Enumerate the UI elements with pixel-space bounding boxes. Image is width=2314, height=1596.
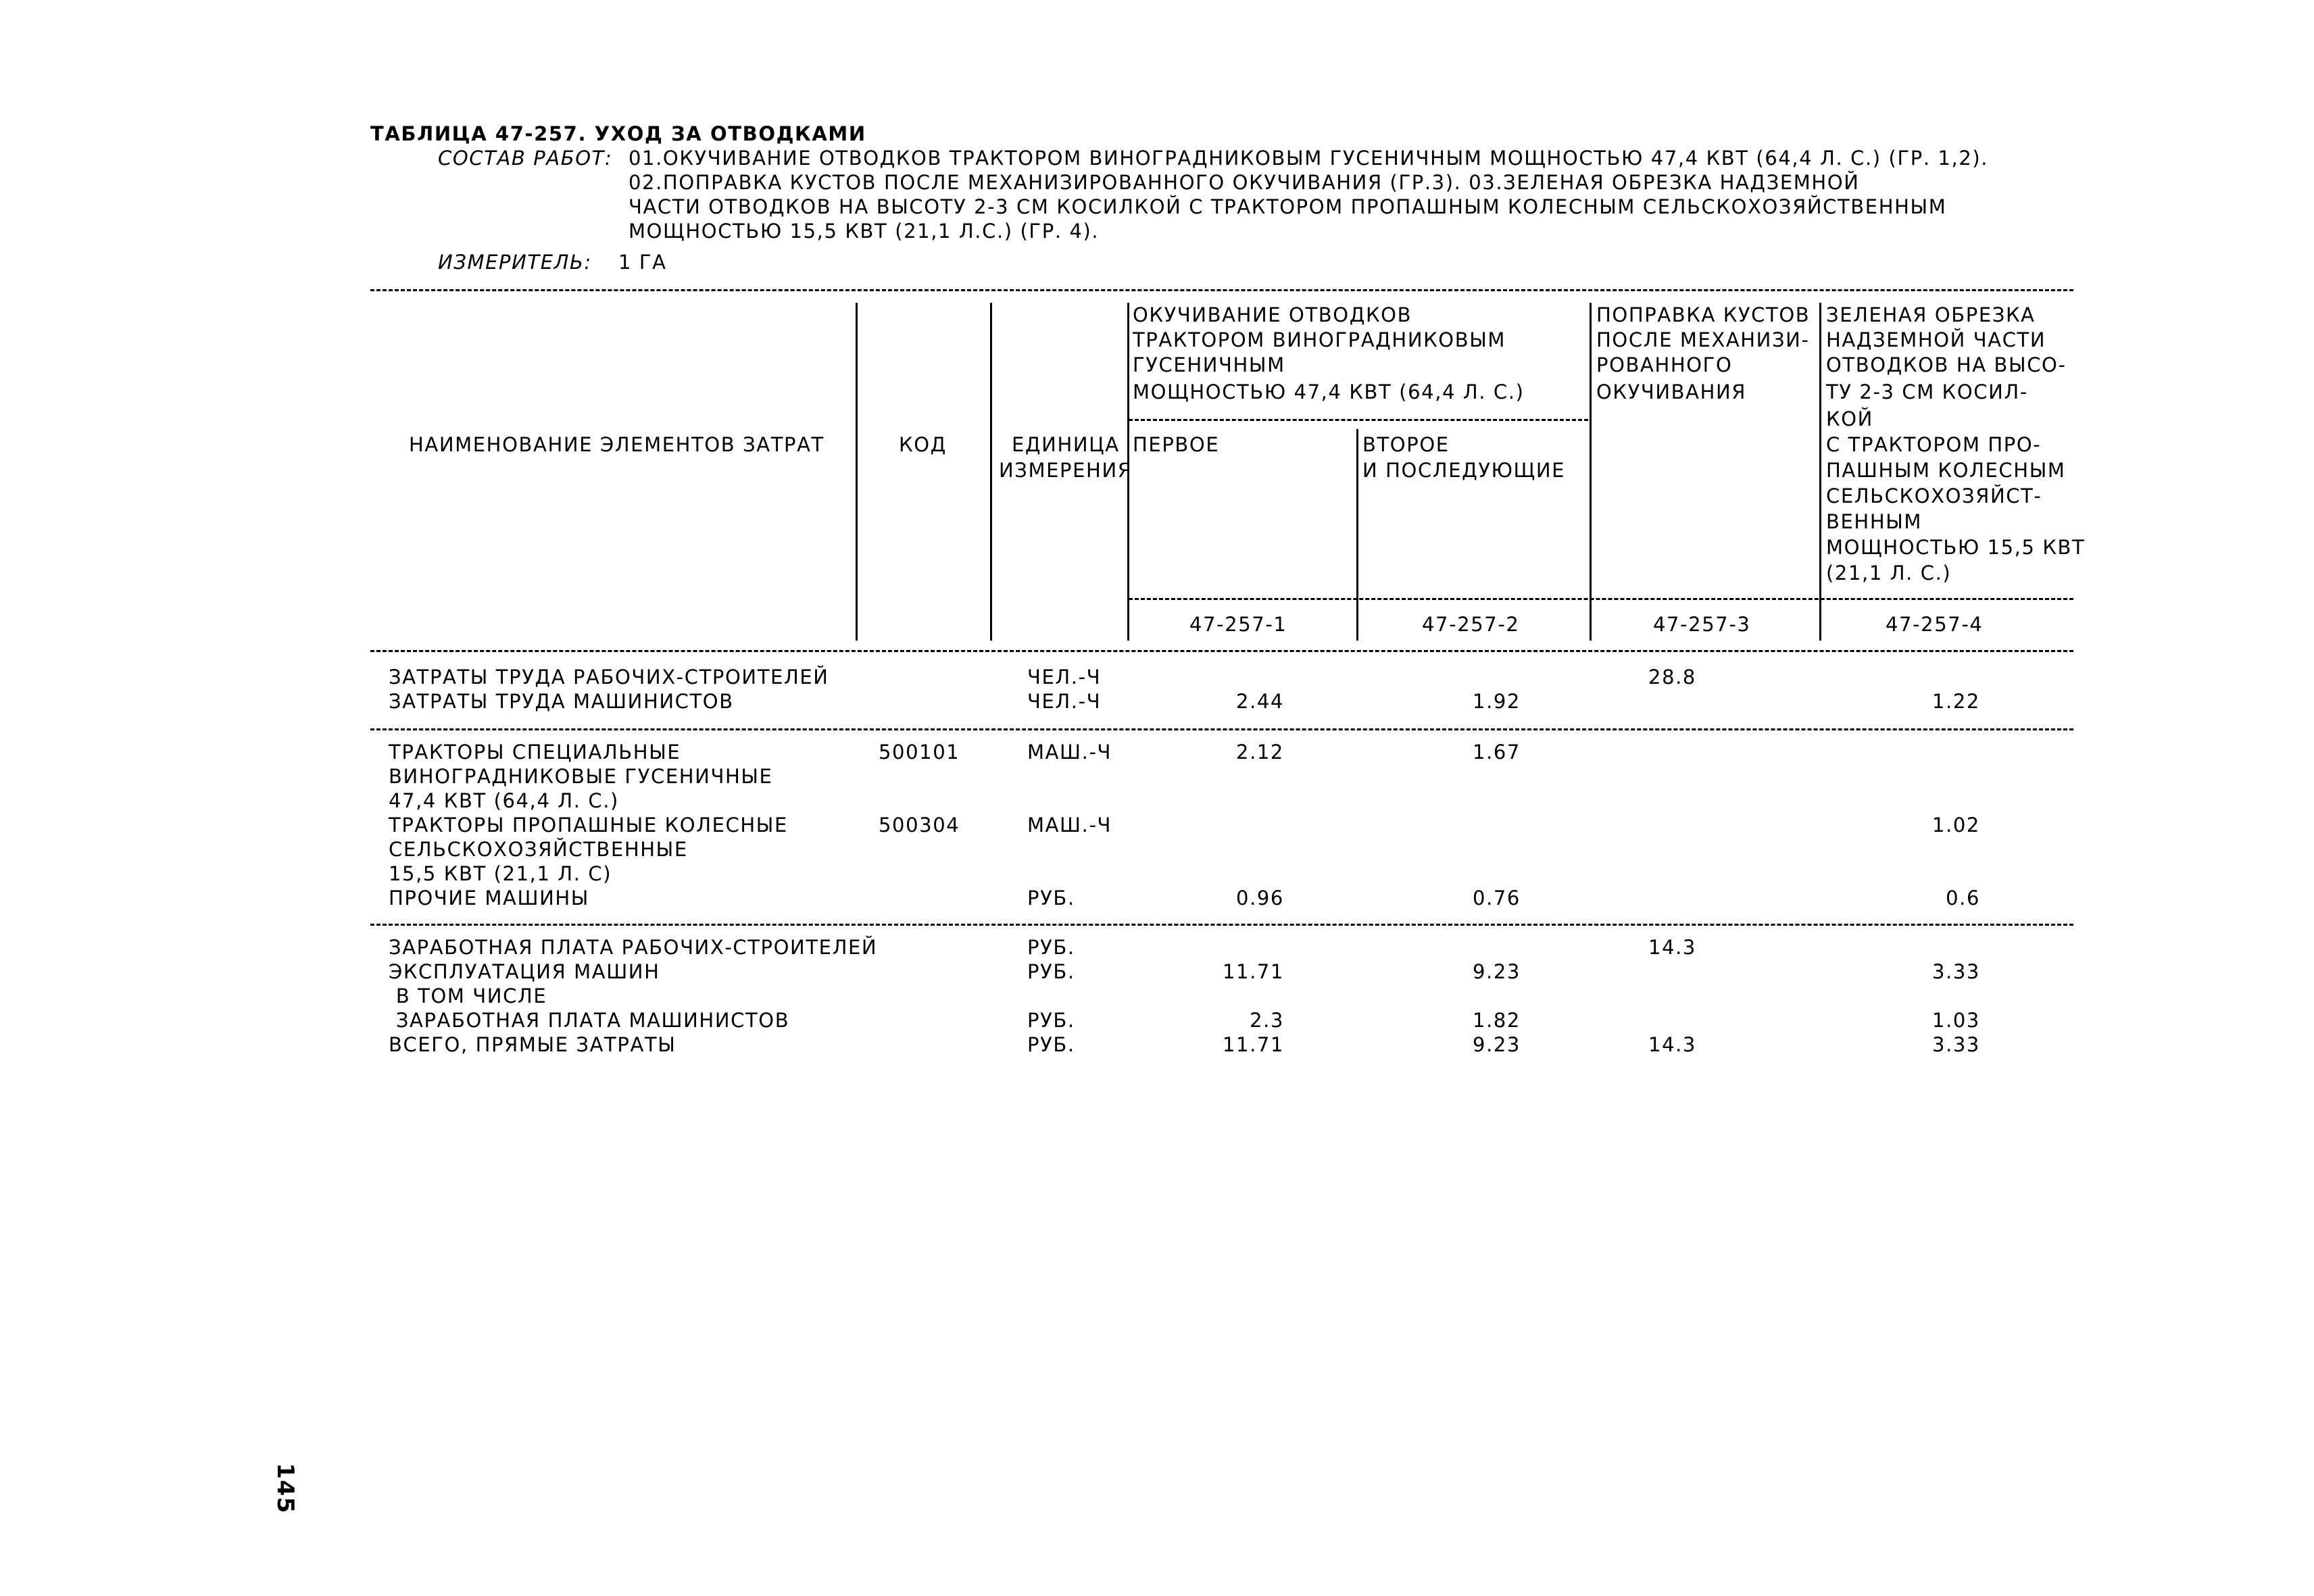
row-value: 11.71 [1222, 1033, 1284, 1056]
work-line: МОЩНОСТЬЮ 15,5 КВТ (21,1 Л.С.) (ГР. 4). [629, 220, 1100, 243]
table-title: ТАБЛИЦА 47-257. УХОД ЗА ОТВОДКАМИ [370, 122, 866, 145]
header-group4: МОЩНОСТЬЮ 15,5 КВТ [1826, 536, 2086, 559]
header-unit: ЕДИНИЦА [1012, 433, 1120, 456]
header-group1: ТРАКТОРОМ ВИНОГРАДНИКОВЫМ [1133, 328, 1506, 351]
header-group4: ПАШНЫМ КОЛЕСНЫМ [1826, 459, 2066, 482]
work-label: СОСТАВ РАБОТ: [438, 147, 613, 170]
header-unit: ИЗМЕРЕНИЯ [999, 459, 1133, 482]
row-unit: РУБ. [1027, 936, 1075, 959]
row-value: 3.33 [1932, 1033, 1980, 1056]
row-name: 15,5 КВТ (21,1 Л. С) [389, 862, 612, 885]
header-group3: ПОПРАВКА КУСТОВ [1596, 303, 1811, 326]
work-line: ЧАСТИ ОТВОДКОВ НА ВЫСОТУ 2-3 СМ КОСИЛКОЙ С ТРАКТОРОМ ПРОПАШНЫМ КОЛЕСНЫМ СЕЛЬСКОХОЗЯЙСТВЕННЫМ [629, 195, 1947, 218]
header-group4: ТУ 2-3 СМ КОСИЛ- [1826, 380, 2028, 403]
row-value: 2.3 [1250, 1009, 1284, 1032]
row-name: ВСЕГО, ПРЯМЫЕ ЗАТРАТЫ [389, 1033, 676, 1056]
column-code: 47-257-1 [1189, 613, 1287, 636]
header-group4: ОТВОДКОВ НА ВЫСО- [1826, 353, 2067, 376]
row-name: ЗАРАБОТНАЯ ПЛАТА МАШИНИСТОВ [389, 1009, 790, 1032]
divider [370, 650, 2073, 652]
row-unit: ЧЕЛ.-Ч [1027, 666, 1102, 689]
row-value: 0.76 [1473, 887, 1521, 909]
row-code: 500304 [879, 814, 960, 837]
work-line: 01.ОКУЧИВАНИЕ ОТВОДКОВ ТРАКТОРОМ ВИНОГРАДНИКОВЫМ ГУСЕНИЧНЫМ МОЩНОСТЬЮ 47,4 КВТ (64,4 Л. С.) (ГР. 1,2). [629, 147, 1989, 170]
row-value: 1.92 [1473, 690, 1521, 713]
header-group3: ПОСЛЕ МЕХАНИЗИ- [1596, 328, 1810, 351]
row-value: 1.82 [1473, 1009, 1521, 1032]
row-value: 2.44 [1236, 690, 1284, 713]
row-unit: ЧЕЛ.-Ч [1027, 690, 1102, 713]
page-number: 145 [272, 1463, 299, 1514]
header-name: НАИМЕНОВАНИЕ ЭЛЕМЕНТОВ ЗАТРАТ [409, 433, 824, 456]
column-line [1590, 303, 1592, 641]
divider [370, 728, 2073, 730]
row-value: 11.71 [1222, 960, 1284, 983]
row-value: 2.12 [1236, 741, 1284, 764]
row-value: 0.6 [1946, 887, 1980, 909]
row-name: 47,4 КВТ (64,4 Л. С.) [389, 789, 619, 812]
row-name: ВИНОГРАДНИКОВЫЕ ГУСЕНИЧНЫЕ [389, 765, 773, 788]
divider [370, 289, 2073, 291]
header-group1: ГУСЕНИЧНЫМ [1133, 353, 1285, 376]
row-unit: РУБ. [1027, 1009, 1075, 1032]
work-line: 02.ПОПРАВКА КУСТОВ ПОСЛЕ МЕХАНИЗИРОВАННОГО ОКУЧИВАНИЯ (ГР.3). 03.ЗЕЛЕНАЯ ОБРЕЗКА НАДЗЕМНОЙ [629, 171, 1860, 194]
row-name: ЗАТРАТЫ ТРУДА РАБОЧИХ-СТРОИТЕЛЕЙ [389, 666, 829, 689]
row-value: 3.33 [1932, 960, 1980, 983]
row-value: 1.02 [1932, 814, 1980, 837]
header-second: И ПОСЛЕДУЮЩИЕ [1362, 459, 1566, 482]
row-name: ТРАКТОРЫ ПРОПАШНЫЕ КОЛЕСНЫЕ [389, 814, 788, 837]
header-group4: КОЙ [1826, 407, 1873, 430]
column-line [1356, 429, 1358, 641]
column-line [1819, 303, 1821, 641]
row-value: 0.96 [1236, 887, 1284, 909]
row-name: СЕЛЬСКОХОЗЯЙСТВЕННЫЕ [389, 838, 688, 861]
row-name: В ТОМ ЧИСЛЕ [389, 984, 547, 1007]
header-code: КОД [899, 433, 947, 456]
header-group3: ОКУЧИВАНИЯ [1596, 380, 1747, 403]
row-unit: РУБ. [1027, 1033, 1075, 1056]
header-group4: ЗЕЛЕНАЯ ОБРЕЗКА [1826, 303, 2036, 326]
row-value: 1.03 [1932, 1009, 1980, 1032]
row-code: 500101 [879, 741, 960, 764]
row-value: 1.22 [1932, 690, 1980, 713]
divider [370, 924, 2073, 926]
row-name: ТРАКТОРЫ СПЕЦИАЛЬНЫЕ [389, 741, 681, 764]
measure-value: 1 ГА [618, 251, 667, 274]
divider [1129, 598, 2073, 600]
row-value: 14.3 [1648, 936, 1696, 959]
header-group4: (21,1 Л. С.) [1826, 562, 1952, 584]
row-value: 9.23 [1473, 1033, 1521, 1056]
row-unit: РУБ. [1027, 960, 1075, 983]
header-group3: РОВАННОГО [1596, 353, 1733, 376]
row-name: ЗАРАБОТНАЯ ПЛАТА РАБОЧИХ-СТРОИТЕЛЕЙ [389, 936, 878, 959]
column-code: 47-257-4 [1886, 613, 1984, 636]
column-code: 47-257-3 [1653, 613, 1751, 636]
row-unit: МАШ.-Ч [1027, 741, 1112, 764]
header-group4: СЕЛЬСКОХОЗЯЙСТ- [1826, 484, 2042, 507]
header-group4: НАДЗЕМНОЙ ЧАСТИ [1826, 328, 2046, 351]
row-name: ЗАТРАТЫ ТРУДА МАШИНИСТОВ [389, 690, 734, 713]
header-first: ПЕРВОЕ [1133, 433, 1220, 456]
column-line [856, 303, 858, 641]
header-group1: ОКУЧИВАНИЕ ОТВОДКОВ [1133, 303, 1412, 326]
divider [1129, 419, 1588, 421]
measure-label: ИЗМЕРИТЕЛЬ: [438, 251, 592, 274]
header-second: ВТОРОЕ [1362, 433, 1450, 456]
row-name: ПРОЧИЕ МАШИНЫ [389, 887, 589, 909]
row-value: 1.67 [1473, 741, 1521, 764]
row-unit: РУБ. [1027, 887, 1075, 909]
header-group1: МОЩНОСТЬЮ 47,4 КВТ (64,4 Л. С.) [1133, 380, 1525, 403]
header-group4: ВЕННЫМ [1826, 510, 1923, 533]
row-value: 9.23 [1473, 960, 1521, 983]
row-name: ЭКСПЛУАТАЦИЯ МАШИН [389, 960, 660, 983]
column-code: 47-257-2 [1422, 613, 1520, 636]
row-value: 28.8 [1648, 666, 1696, 689]
row-unit: МАШ.-Ч [1027, 814, 1112, 837]
row-value: 14.3 [1648, 1033, 1696, 1056]
column-line [990, 303, 992, 641]
header-group4: С ТРАКТОРОМ ПРО- [1826, 433, 2042, 456]
